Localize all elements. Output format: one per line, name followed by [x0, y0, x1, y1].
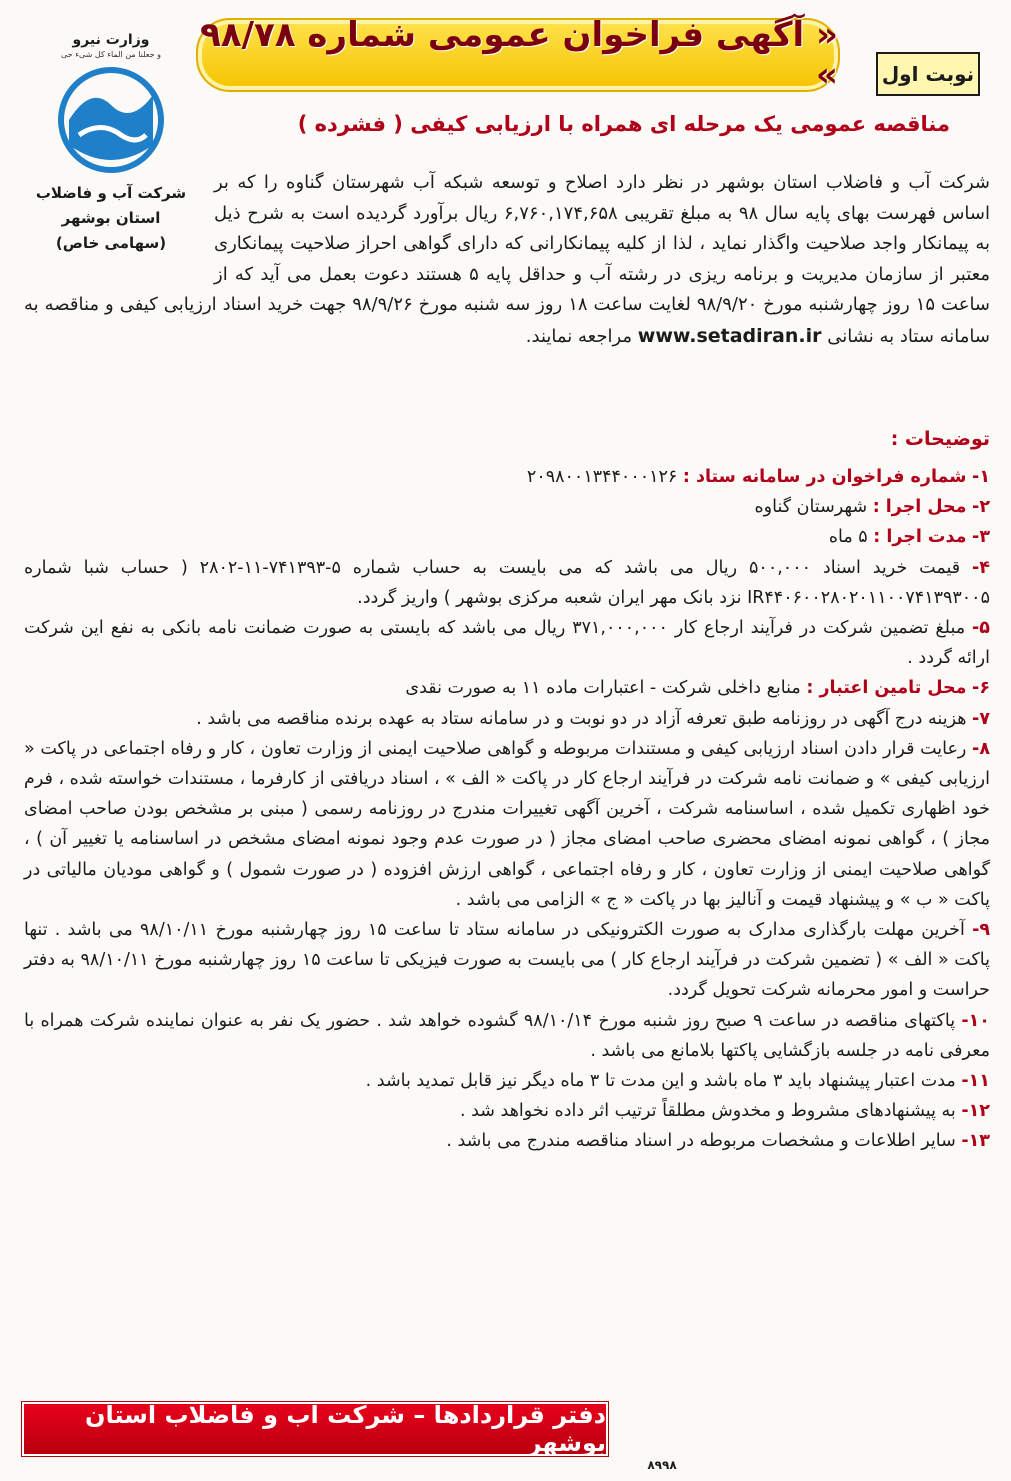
logo-company-line2: استان بوشهر: [61, 209, 161, 227]
item-text: شهرستان گناوه: [754, 497, 868, 518]
list-item: [24, 734, 990, 915]
intro-tail: مراجعه نمایند.: [525, 325, 633, 347]
item-label: محل تامین اعتبار :: [806, 678, 967, 699]
logo-company-line1: شرکت آب و فاضلاب: [35, 184, 187, 202]
explanations-list: [24, 462, 990, 1157]
list-item: [24, 1126, 990, 1156]
item-label: محل اجرا :: [872, 497, 967, 518]
item-number: ۱۲-: [961, 1101, 990, 1122]
list-item: [24, 462, 990, 492]
item-number: ۱۱-: [961, 1071, 990, 1092]
item-text: آخرین مهلت بارگذاری مدارک به صورت الکترونیکی در سامانه ستاد تا ساعت ۱۵ روز چهارشنبه مورخ ۹۸/۱۰/۱۱ می باشد . تنها پاکت « الف » ( تضمین شرکت در فرآیند ارجاع کار ) می بایست به صورت فیزیکی تا ساعت ۱۵ روز چهارشنبه مورخ ۹۸/۱۰/۱۱ به دفتر حراست و امور محرمانه شرکت تحویل گردد.: [24, 920, 990, 1001]
item-text: رعایت قرار دادن اسناد ارزیابی کیفی و مستندات مربوطه و گواهی صلاحیت ایمنی از وزارت تعاون ، کار و رفاه اجتماعی در پاکت « ارزیابی کیفی » و ضمانت نامه شرکت در فرآیند ارجاع کار در پاکت « الف » ، اسناد دریافتی از کارفرما ، مستندات خواسته شده ، فرم خود اظهاری تکمیل شده ، اساسنامه شرکت ، آخرین آگهی تغییرات مندرج در روزنامه رسمی ( مبنی بر مشخص بودن صاحب امضای مجاز ) ، گواهی نمونه امضای محضری صاحب امضای مجاز ( در صورت عدم وجود نمونه امضای مشخص در اساسنامه یا تغییر آن ) ، گواهی صلاحیت ایمنی از وزارت تعاون ، کار و رفاه اجتماعی ، گواهی ارزش افزوده ( در صورت شمول ) و گواهی مودیان مالیاتی در پاکت « ب » و پیشنهاد قیمت و آنالیز بها در پاکت « ج » الزامی می باشد .: [24, 738, 990, 910]
item-text: ۵ ماه: [828, 527, 868, 548]
item-number: ۴-: [972, 557, 990, 578]
notice-title-banner: [196, 15, 840, 95]
round-badge: نوبت اول: [876, 52, 980, 96]
contracts-office-footer: دفتر قراردادها – شرکت آب و فاضلاب استان بوشهر: [22, 1402, 608, 1456]
logo-spacer: [24, 168, 214, 288]
logo-motto: و جعلنا من الماء کل شیء حی: [61, 50, 161, 59]
item-text: مبلغ تضمین شرکت در فرآیند ارجاع کار ۳۷۱,۰۰۰,۰۰۰ ریال می باشد که بایستی به صورت ضمانت نامه بانکی به نفع این شرکت ارائه گردد .: [24, 618, 990, 669]
list-item: [24, 492, 990, 522]
list-item: [24, 704, 990, 734]
item-number: ۶-: [972, 678, 990, 699]
item-number: ۱۳-: [961, 1131, 990, 1152]
item-text: به پیشنهادهای مشروط و مخدوش مطلقاً ترتیب اثر داده نخواهد شد .: [459, 1101, 956, 1122]
water-company-logo-icon: [51, 65, 171, 175]
item-number: ۷-: [972, 708, 990, 729]
item-label: شماره فراخوان در سامانه ستاد :: [682, 467, 967, 487]
item-text: هزینه درج آگهی در روزنامه طبق تعرفه آزاد در دو نوبت و در سامانه ستاد به عهده برنده مناقصه می باشد .: [196, 708, 967, 729]
item-text: منابع داخلی شرکت - اعتبارات ماده ۱۱ به صورت نقدی: [405, 678, 801, 699]
notice-title: « آگهی فراخوان عمومی شماره ۹۸/۷۸ »: [200, 15, 838, 95]
list-item: [24, 1096, 990, 1126]
list-item: [24, 1006, 990, 1066]
list-item: [24, 1066, 990, 1096]
item-text: ۲۰۹۸۰۰۱۳۴۴۰۰۰۱۲۶: [526, 467, 678, 487]
item-text: پاکتهای مناقصه در ساعت ۹ صبح روز شنبه مورخ ۹۸/۱۰/۱۴ گشوده خواهد شد . حضور یک نفر به عنوان نماینده شرکت همراه با معرفی نامه در جلسه بازگشایی پاکتها بلامانع می باشد .: [24, 1010, 990, 1061]
list-item: [24, 553, 990, 613]
ministry-name: وزارت نیرو: [72, 32, 150, 48]
item-label: مدت اجرا :: [873, 527, 967, 548]
logo-company-line3: (سهامی خاص): [55, 234, 167, 252]
seta-url-link[interactable]: www.setadiran.ir: [637, 324, 822, 347]
intro-paragraph: [24, 168, 990, 352]
list-item: [24, 613, 990, 673]
item-number: ۱-: [972, 467, 990, 487]
item-number: ۳-: [972, 527, 990, 548]
item-number: ۹-: [972, 920, 991, 941]
item-number: ۲-: [972, 497, 990, 518]
notice-subtitle: مناقصه عمومی یک مرحله ای همراه با ارزیابی کیفی ( فشرده ): [297, 112, 950, 136]
list-item: [24, 522, 990, 552]
item-number: ۱۰-: [961, 1010, 990, 1031]
list-item: [24, 673, 990, 703]
list-item: [24, 915, 990, 1006]
notice-code: ۸۹۹۸: [647, 1458, 677, 1472]
explanations-heading: توضیحات :: [890, 428, 990, 450]
item-text: سایر اطلاعات و مشخصات مربوطه در اسناد مناقصه مندرج می باشد .: [446, 1131, 956, 1152]
item-text: قیمت خرید اسناد ۵۰۰,۰۰۰ ریال می باشد که می بایست به حساب شماره ۵-۷۴۱۳۹۳-۱۱-۲۸۰۲ ( حساب شبا شماره IR۴۴۰۶۰۰۲۸۰۲۰۱۱۰۰۷۴۱۳۹۳۰۰۵ نزد بانک مهر ایران شعبه مرکزی بوشهر ) واریز گردد.: [24, 557, 990, 608]
item-number: ۸-: [972, 738, 990, 759]
item-number: ۵-: [972, 618, 990, 639]
item-text: مدت اعتبار پیشنهاد باید ۳ ماه باشد و این مدت تا ۳ ماه دیگر نیز قابل تمدید باشد .: [365, 1071, 956, 1092]
intro-text: شرکت آب و فاضلاب استان بوشهر در نظر دارد اصلاح و توسعه شبکه آب شهرستان گناوه را که بر اساس فهرست بهای پایه سال ۹۸ به مبلغ تقریبی ۶,۷۶۰,۱۷۴,۶۵۸ ریال برآورد گردیده است به شرح ذیل به پیمانکار واجد صلاحیت واگذار نماید ، لذا از کلیه پیمانکارانی که دارای گواهی احراز صلاحیت پیمانکاری معتبر از سازمان مدیریت و برنامه ریزی در رشته آب و حداقل پایه ۵ هستند دعوت بعمل می آید که از ساعت ۱۵ روز چهارشنبه مورخ ۹۸/۹/۲۰ لغایت ساعت ۱۸ روز سه شنبه مورخ ۹۸/۹/۲۶ جهت خرید اسناد ارزیابی کیفی و مناقصه به سامانه ستاد به نشانی: [24, 172, 991, 347]
